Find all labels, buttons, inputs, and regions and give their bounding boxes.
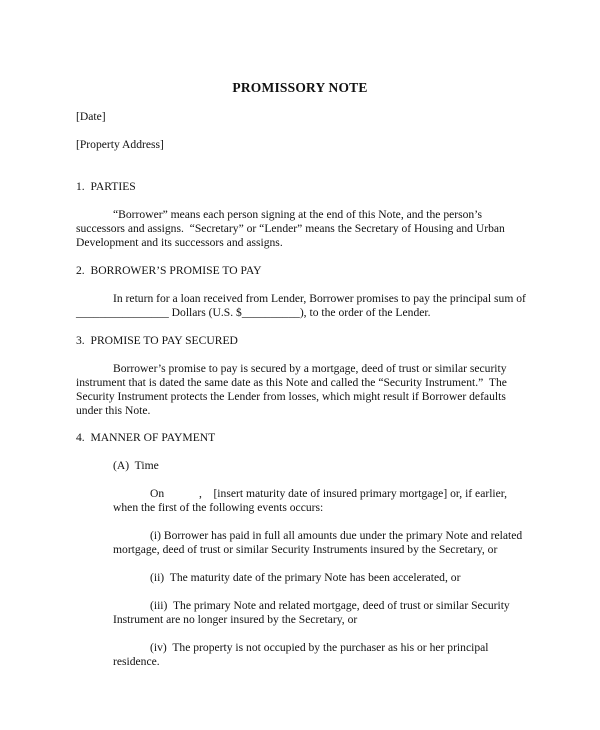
payment-item-iv: residence. [113, 655, 160, 668]
time-line: On , [insert maturity date of insured primary mortgage] or, if earlier, [150, 487, 508, 500]
payment-item-iii: Instrument are no longer insured by the Secretary, or [113, 613, 358, 626]
payment-item-ii: (ii) The maturity date of the primary Note has been accelerated, or [150, 571, 461, 584]
section-heading-promise-to-pay: 2. BORROWER’S PROMISE TO PAY [76, 264, 262, 277]
property-address-placeholder: [Property Address] [76, 138, 164, 151]
payment-item-iii: (iii) The primary Note and related mortgage, deed of trust or similar Security [150, 599, 510, 612]
promise-secured-line: instrument that is dated the same date as this Note and called the “Security Instrument.” The [76, 376, 507, 389]
section-heading-manner-of-payment: 4. MANNER OF PAYMENT [76, 431, 216, 444]
parties-line: successors and assigns. “Secretary” or “Lender” means the Secretary of Housing and Urban [76, 222, 505, 235]
parties-line: Development and its successors and assigns. [76, 236, 283, 249]
payment-item-i: (i) Borrower has paid in full all amounts due under the primary Note and related [150, 529, 523, 542]
section-heading-promise-secured: 3. PROMISE TO PAY SECURED [76, 334, 238, 347]
date-placeholder: [Date] [76, 110, 106, 123]
promise-to-pay-line: ________________ Dollars (U.S. $__________), to the order of the Lender. [76, 306, 431, 319]
payment-item-i: mortgage, deed of trust or similar Security Instruments insured by the Secretary, or [113, 543, 498, 556]
subsection-heading-time: (A) Time [113, 459, 159, 472]
section-heading-parties: 1. PARTIES [76, 180, 136, 193]
promise-secured-line: Security Instrument protects the Lender from losses, which might result if Borrower defaults [76, 390, 506, 403]
document-title: PROMISSORY NOTE [232, 80, 368, 95]
promise-to-pay-line: In return for a loan received from Lender, Borrower promises to pay the principal sum of [113, 292, 526, 305]
promise-secured-line: Borrower’s promise to pay is secured by a mortgage, deed of trust or similar security [113, 362, 507, 375]
promise-secured-line: under this Note. [76, 404, 151, 417]
parties-line: “Borrower” means each person signing at the end of this Note, and the person’s [113, 208, 482, 221]
time-line: when the first of the following events occurs: [113, 501, 324, 514]
payment-item-iv: (iv) The property is not occupied by the purchaser as his or her principal [150, 641, 489, 654]
